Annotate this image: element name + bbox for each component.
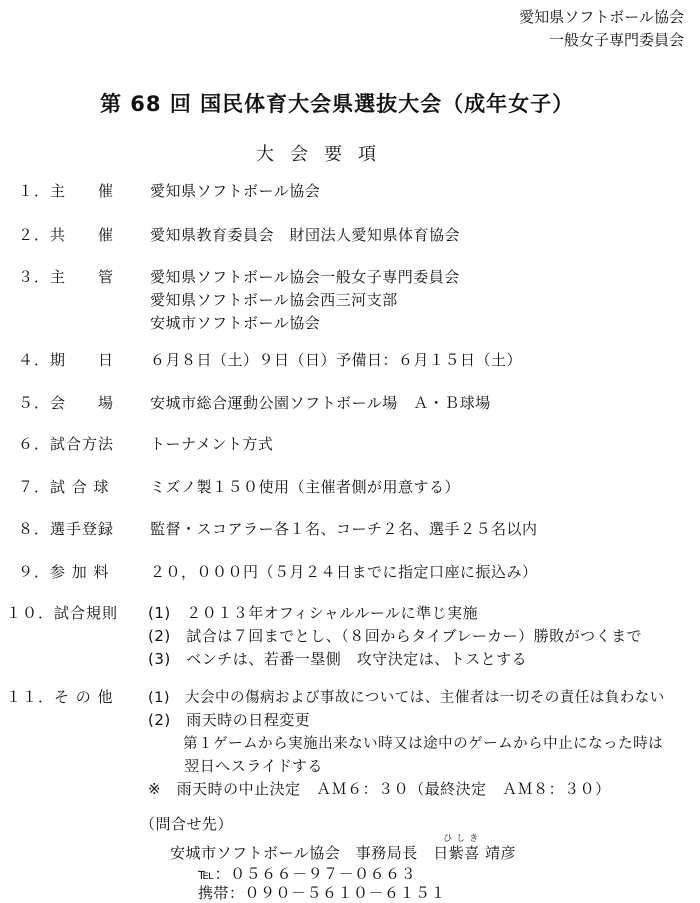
item-value-registration: 監督・スコアラー各１名、コーチ２名、選手２５名以内 — [150, 520, 538, 538]
page-title: 第 68 回 国民体育大会県選抜大会（成年女子） — [100, 92, 575, 116]
item-value-fee: ２０，０００円（５月２４日までに指定口座に振込み） — [150, 563, 538, 581]
item-label-organizer: １．主 催 — [18, 182, 115, 200]
item-label-registration: ８．選手登録 — [18, 520, 115, 538]
contact-tel: ℡：０５６６－９７－０６６３ — [198, 865, 417, 883]
item-value-ball: ミズノ製１５０使用（主催者側が用意する） — [150, 478, 461, 496]
contact-heading: （問合せ先） — [140, 815, 234, 833]
item-value-other-line: (2) 雨天時の日程変更 — [148, 711, 311, 729]
item-value-rules-line: (2) 試合は７回までとし、（８回からタイブレーカー）勝敗がつくまで — [148, 627, 643, 645]
item-value-rules-line: (1) ２０１３年オフィシャルルールに準じ実施 — [148, 604, 479, 622]
item-label-format: ６．試合方法 — [18, 435, 115, 453]
item-value-other-note: ※ 雨天時の中止決定 ＡＭ６：３０（最終決定 ＡＭ８：３０） — [148, 780, 611, 798]
item-value-other-line: 翌日へスライドする — [148, 757, 323, 775]
item-label-co-organizer: ２．共 催 — [18, 226, 115, 244]
item-value-rules-line: (3) ベンチは、若番一塁側 攻守決定は、トスとする — [148, 650, 528, 668]
contact-surname-ruby: ひしき — [443, 834, 483, 844]
item-value-co-organizer: 愛知県教育委員会 財団法人愛知県体育協会 — [150, 226, 461, 244]
item-value-other-line: (1) 大会中の傷病および事故については、主催者は一切その責任は負わない — [148, 690, 665, 706]
organization-name: 愛知県ソフトボール協会 — [519, 8, 684, 26]
item-value-dates: ６月８日（土）９日（日）予備日：６月１５日（土） — [150, 351, 523, 369]
item-value-other-line: 第１ゲームから実施出来ない時又は途中のゲームから中止になった時は — [148, 736, 664, 752]
item-label-dates: ４．期 日 — [18, 351, 115, 369]
item-label-rules: １０．試合規則 — [6, 604, 119, 622]
contact-surname — [433, 834, 483, 863]
item-label-venue: ５．会 場 — [18, 394, 115, 412]
item-value-management-line: 安城市ソフトボール協会 — [150, 314, 321, 332]
item-value-format: トーナメント方式 — [150, 435, 274, 453]
contact-given-name: 靖彦 — [485, 844, 517, 862]
page-subtitle: 大会要項 — [256, 144, 392, 165]
item-label-other: １１．そ の 他 — [6, 688, 114, 706]
item-value-management-line: 愛知県ソフトボール協会一般女子専門委員会 — [150, 268, 460, 286]
contact-office — [170, 834, 517, 863]
contact-surname-text: 日紫喜 — [433, 844, 480, 862]
item-value-organizer: 愛知県ソフトボール協会 — [150, 182, 321, 200]
contact-office-label: 安城市ソフトボール協会 事務局長 — [170, 844, 434, 862]
item-label-fee: ９．参 加 料 — [18, 563, 110, 581]
item-label-ball: ７．試 合 球 — [18, 478, 110, 496]
contact-mobile: 携帯：０９０－５６１０－６１５１ — [198, 884, 447, 902]
item-label-management: ３．主 管 — [18, 268, 115, 286]
committee-name: 一般女子専門委員会 — [548, 31, 684, 49]
item-value-venue: 安城市総合運動公園ソフトボール場 Ａ・Ｂ球場 — [150, 394, 491, 412]
item-value-management-line: 愛知県ソフトボール協会西三河支部 — [150, 291, 398, 309]
